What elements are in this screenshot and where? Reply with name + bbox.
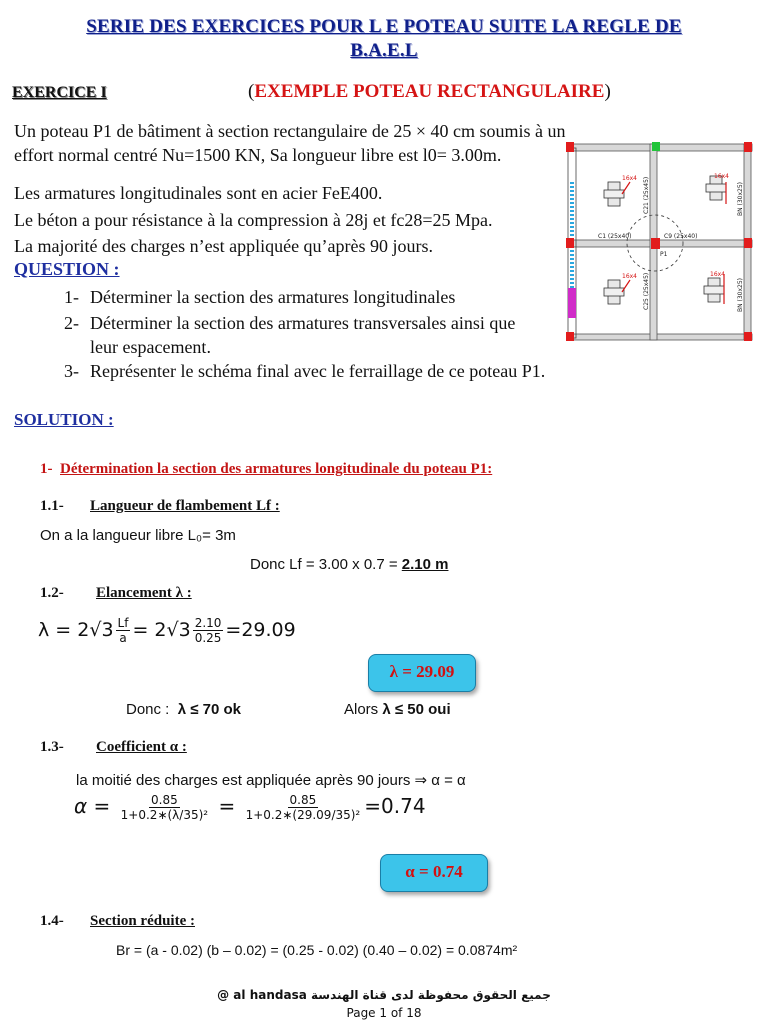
svg-text:16x4: 16x4 xyxy=(622,273,638,280)
section-1-4-number: 1.4- xyxy=(40,913,64,929)
section-1-1-text: On a la langueur libre L₀= 3m xyxy=(40,527,236,544)
section-1-2-title: Elancement λ : xyxy=(96,585,192,601)
statement-line2: effort normal centré Nu=1500 KN, Sa longueur libre est l0= 3.00m. xyxy=(14,145,502,165)
question-item: leur espacement. xyxy=(90,337,211,357)
structural-plan-drawing xyxy=(564,142,754,342)
section-1-3-number: 1.3- xyxy=(40,739,64,755)
lf-result: 2.10 m xyxy=(401,556,449,573)
solution-heading: SOLUTION : xyxy=(14,410,114,429)
svg-text:16x4: 16x4 xyxy=(622,175,638,182)
alpha-formula: α = $\frac{0.85}{\text{1+0.2∗(λ/35)²}}$ = $\frac{0.85}{\text{1+0.2∗(29.09/35)²}}$ =0.74 xyxy=(74,793,426,822)
statement-line4: Le béton a pour résistance à la compression à 28j et fc28=25 Mpa. xyxy=(14,210,493,230)
section-1-3-title: Coefficient α : xyxy=(96,739,187,755)
part1-heading: 1- Détermination la section des armatures longitudinale du poteau P1: xyxy=(40,461,493,477)
plan-label-c25: C25 (25x45) xyxy=(643,272,650,310)
exercise-subtitle-text: EXEMPLE POTEAU RECTANGULAIRE xyxy=(254,81,605,102)
statement-line5: La majorité des charges n’est appliquée qu’après 90 jours. xyxy=(14,236,434,256)
section-1-1-number: 1.1- xyxy=(40,498,64,514)
lambda-result-badge: λ = 29.09 xyxy=(368,654,476,692)
lambda-formula: λ = 2√3 $\frac{Lf}{a}$ = 2√3 $\frac{2.10}{0.25}$ =29.09 xyxy=(38,616,296,645)
section-1-2-number: 1.2- xyxy=(40,585,64,601)
reduced-section-formula: Br = (a - 0.02) (b – 0.02) = (0.25 - 0.02) (0.40 – 0.02) = 0.0874m² xyxy=(116,942,518,958)
document-title-line2: B.A.E.L xyxy=(350,40,418,61)
page-number: Page 1 of 18 xyxy=(346,1006,422,1020)
alpha-result-badge: α = 0.74 xyxy=(380,854,488,892)
lambda-check-70: Donc : λ ≤ 70 ok xyxy=(126,701,241,718)
footer-credit: @ al handasa جميع الحقوق محفوظة لدى قناة الهندسة xyxy=(217,988,551,1002)
exercise-subtitle: (EXEMPLE POTEAU RECTANGULAIRE) xyxy=(248,81,611,102)
exercise-label: EXERCICE I xyxy=(12,84,107,101)
section-1-1-title: Langueur de flambement Lf : xyxy=(90,498,280,514)
question-item: 2- Déterminer la section des armatures transversales ainsi que xyxy=(64,313,516,333)
question-heading: QUESTION : xyxy=(14,259,120,279)
lambda-check-50: Alors λ ≤ 50 oui xyxy=(344,701,451,718)
plan-label-p1: P1 xyxy=(660,251,668,258)
question-item: 1- Déterminer la section des armatures longitudinales xyxy=(64,287,456,307)
plan-label-bn-bottom: BN (30x25) xyxy=(737,277,744,312)
section-1-3-text: la moitié des charges est appliquée après 90 jours ⇒ α = α xyxy=(76,772,466,789)
svg-text:16x4: 16x4 xyxy=(710,271,726,278)
question-item: 3- Représenter le schéma final avec le ferraillage de ce poteau P1. xyxy=(64,361,546,381)
plan-label-c9: C9 (25x40) xyxy=(664,233,698,240)
statement-line1: Un poteau P1 de bâtiment à section rectangulaire de 25 × 40 cm soumis à un xyxy=(14,121,566,141)
plan-label-bn-top: BN (30x25) xyxy=(737,181,744,216)
section-1-1-calc: Donc Lf = 3.00 x 0.7 = 2.10 m xyxy=(250,556,449,573)
section-1-4-title: Section réduite : xyxy=(90,913,195,929)
plan-label-c1: C1 (25x40) xyxy=(598,233,632,240)
plan-label-c21: C21 (25x45) xyxy=(643,176,650,214)
svg-text:16x4: 16x4 xyxy=(714,173,730,180)
document-title-line1: SERIE DES EXERCICES POUR L E POTEAU SUITE LA REGLE DE xyxy=(86,16,682,37)
statement-line3: Les armatures longitudinales sont en acier FeE400. xyxy=(14,183,383,203)
